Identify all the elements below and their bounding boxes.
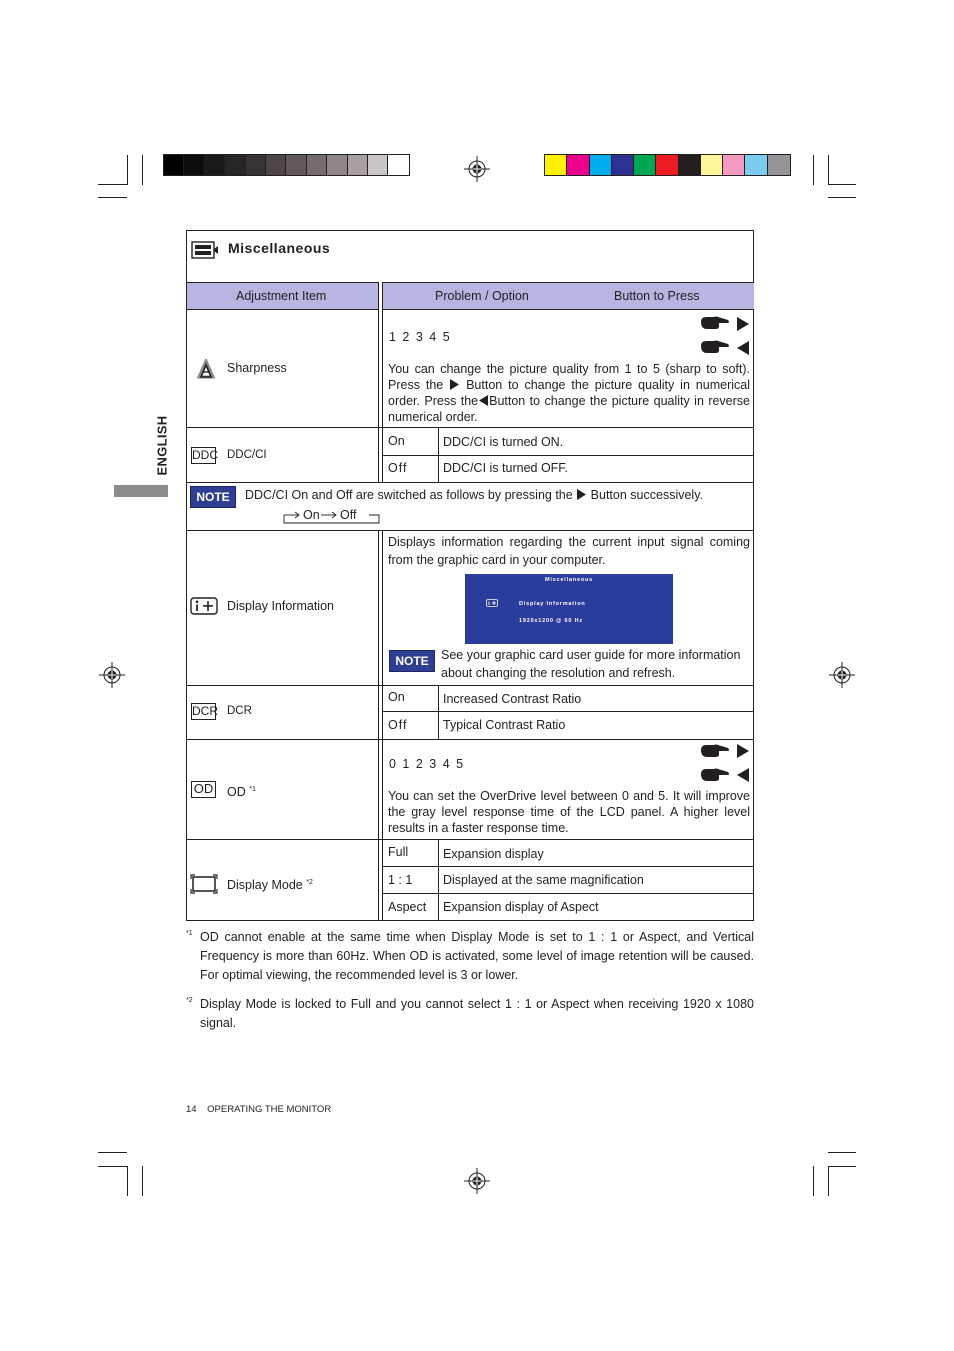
- crosshair-top-icon: [464, 156, 490, 182]
- display-mode-desc-full: Expansion display: [443, 847, 544, 861]
- color-swatch-6: [679, 155, 701, 175]
- display-information-note: See your graphic card user guide for more information about changing the resolution and refresh.: [441, 648, 741, 680]
- header-col2: [383, 282, 754, 310]
- dcr-desc-off: Typical Contrast Ratio: [443, 718, 566, 732]
- color-swatch-1: [567, 155, 589, 175]
- sharpness-scale: 1 2 3 4 5: [389, 330, 452, 344]
- footnote-1: [186, 928, 754, 985]
- od-footnote-mark: *1: [249, 786, 256, 793]
- header-adjustment-item: Adjustment Item: [236, 289, 327, 303]
- osd-item: Display Information: [519, 601, 586, 607]
- arrow-left-icon: [736, 768, 750, 782]
- header-problem-option: Problem / Option: [435, 289, 529, 303]
- crosshair-right-icon: [829, 662, 855, 688]
- ddcci-option-off: Off: [388, 461, 408, 475]
- hand-pointer-right-icon: [700, 314, 730, 332]
- ddcci-desc-on: DDC/CI is turned ON.: [443, 435, 564, 449]
- page-number: 14: [186, 1104, 197, 1115]
- language-label: ENGLISH: [154, 415, 170, 476]
- note-badge: NOTE: [389, 650, 435, 672]
- display-mode-footnote-mark: *2: [306, 879, 313, 886]
- ddc-icon: DDC: [192, 448, 218, 462]
- cycle-on: On: [303, 508, 320, 522]
- display-mode-icon: [190, 874, 218, 894]
- grey-swatch-11: [388, 155, 408, 175]
- note-badge: NOTE: [190, 486, 236, 508]
- sharpness-icon: [196, 359, 218, 379]
- osd-screen-preview: [465, 574, 673, 644]
- grey-swatch-strip: [163, 154, 410, 176]
- color-swatch-8: [723, 155, 745, 175]
- footnote-2-mark: *2: [186, 997, 193, 1004]
- dcr-option-off: Off: [388, 718, 408, 732]
- hand-pointer-right-icon: [700, 742, 730, 760]
- od-label: OD $^{*1}$: [227, 785, 256, 800]
- header-button-to-press: Button to Press: [614, 289, 700, 303]
- arrow-left-inline-icon: [478, 395, 489, 406]
- od-icon: OD: [191, 781, 216, 798]
- color-swatch-7: [701, 155, 723, 175]
- display-mode-desc-aspect: Expansion display of Aspect: [443, 900, 599, 914]
- hand-pointer-left-icon: [700, 338, 730, 356]
- color-swatch-strip: [544, 154, 791, 176]
- cycle-off: Off: [340, 508, 357, 522]
- footnote-1-mark: *1: [186, 930, 193, 937]
- grey-swatch-1: [184, 155, 204, 175]
- crosshair-bottom-icon: [464, 1168, 490, 1194]
- page-footer: [186, 1104, 331, 1115]
- color-swatch-0: [545, 155, 567, 175]
- grey-swatch-6: [286, 155, 306, 175]
- osd-value: 1920x1200 @ 60 Hz: [519, 618, 583, 624]
- dcr-desc-on: Increased Contrast Ratio: [443, 692, 582, 706]
- display-information-description: Displays information regarding the current input signal coming from the graphic card in your computer.: [388, 535, 750, 567]
- arrow-right-inline-icon: [449, 379, 460, 390]
- arrow-right-inline-icon: [576, 489, 587, 500]
- color-swatch-10: [768, 155, 790, 175]
- sharpness-label: Sharpness: [227, 361, 287, 375]
- display-mode-option-1-1: 1 : 1: [388, 873, 413, 887]
- footnote-2-text: Display Mode is locked to Full and you cannot select 1 : 1 or Aspect when receiving 1920 x 1080 signal.: [200, 997, 754, 1030]
- osd-title: Miscellaneous: [545, 577, 593, 583]
- dcr-label: DCR: [227, 705, 252, 717]
- crosshair-left-icon: [99, 662, 125, 688]
- color-swatch-3: [612, 155, 634, 175]
- display-mode-label: Display Mode $^{*2}$: [227, 878, 313, 893]
- miscellaneous-icon: [191, 241, 219, 261]
- color-swatch-5: [656, 155, 678, 175]
- arrow-right-icon: [736, 317, 750, 331]
- language-tab: [152, 415, 172, 478]
- arrow-right-icon: [736, 744, 750, 758]
- footnote-1-text: OD cannot enable at the same time when Display Mode is set to 1 : 1 or Aspect, and Vertical Frequency is more than 60Hz. When OD is activated, some level of image retention will be caused. For optimal viewing, the recommended level is 3 or lower.: [200, 930, 754, 982]
- display-mode-option-full: Full: [388, 845, 409, 859]
- language-tab-marker: [114, 485, 168, 497]
- miscellaneous-table: [186, 230, 754, 921]
- grey-swatch-0: [164, 155, 184, 175]
- ddcci-desc-off: DDC/CI is turned OFF.: [443, 461, 569, 475]
- display-information-label: Display Information: [227, 599, 334, 613]
- ddcci-option-on: On: [388, 434, 405, 448]
- grey-swatch-9: [348, 155, 368, 175]
- grey-swatch-2: [205, 155, 225, 175]
- display-information-icon: [190, 597, 218, 615]
- grey-swatch-7: [307, 155, 327, 175]
- color-swatch-4: [634, 155, 656, 175]
- sharpness-description: You can change the picture quality from 1 to 5 (sharp to soft). Press the Button to change the picture quality in numerical order. Press the Button to change the picture quality in reverse numerical order.: [388, 362, 750, 424]
- section-title: Miscellaneous: [228, 240, 331, 256]
- hand-pointer-left-icon: [700, 766, 730, 784]
- note1-text: DDC/CI On and Off are switched as follows by pressing the Button successively.: [245, 488, 703, 502]
- od-scale: 0 1 2 3 4 5: [389, 757, 465, 771]
- cycle-arrow-icon: [283, 507, 381, 525]
- color-swatch-9: [745, 155, 767, 175]
- arrow-left-icon: [736, 341, 750, 355]
- display-mode-option-aspect: Aspect: [388, 900, 427, 914]
- footnote-2: [186, 995, 754, 1033]
- grey-swatch-4: [246, 155, 266, 175]
- display-mode-desc-1-1: Displayed at the same magnification: [443, 873, 644, 887]
- osd-info-icon: [486, 599, 498, 607]
- color-swatch-2: [590, 155, 612, 175]
- od-description: You can set the OverDrive level between 0 and 5. It will improve the gray level response time of the LCD panel. A higher level results in a faster response time.: [388, 789, 750, 835]
- grey-swatch-5: [266, 155, 286, 175]
- grey-swatch-8: [327, 155, 347, 175]
- footer-section-name: OPERATING THE MONITOR: [207, 1104, 332, 1115]
- dcr-icon: DCR: [192, 704, 218, 718]
- header-col1: [187, 282, 379, 310]
- grey-swatch-10: [368, 155, 388, 175]
- dcr-option-on: On: [388, 690, 405, 704]
- grey-swatch-3: [225, 155, 245, 175]
- ddcci-label: DDC/CI: [227, 449, 267, 461]
